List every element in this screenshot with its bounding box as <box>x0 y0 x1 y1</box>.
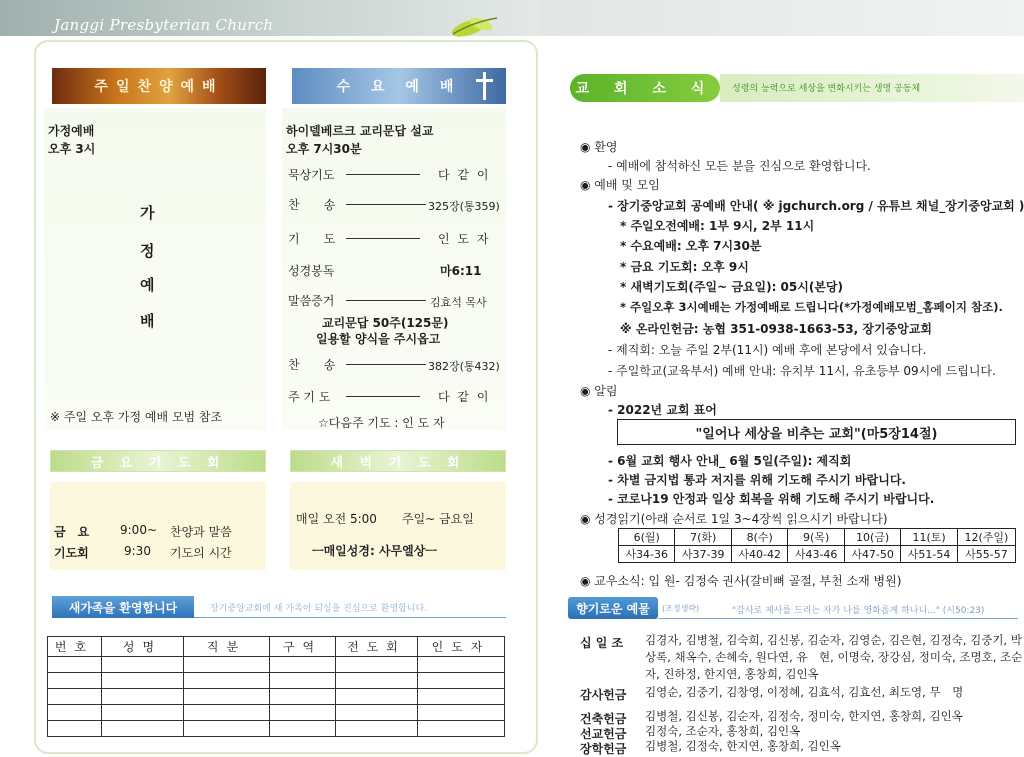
order-value-1: 다 같 이 <box>438 168 491 182</box>
table-row <box>48 705 505 721</box>
tithe-names: 김경자, 김병철, 김숙희, 김신봉, 김순자, 김영순, 김은현, 김정숙, 김중기, 박상록, 채옥수, 손혜숙, 원다연, 유 현, 이명숙, 장강심, 정미숙, 조명호, 조순자, 진하정, 한지연, 홍창희, 김인옥 <box>645 633 1023 681</box>
news-online-offering: ※ 온라인헌금: 농협 351-0938-1663-53, 장기중앙교회 <box>620 322 932 336</box>
leaf-icon <box>447 12 503 40</box>
table-row <box>48 689 505 705</box>
col-position: 직분 <box>184 637 270 657</box>
offering-header-sub: (조정생략) <box>662 604 700 613</box>
friday-desc1: 찬양과 말씀 <box>170 525 232 539</box>
friday-desc2: 기도의 시간 <box>170 546 232 560</box>
vertical-char-3: 예 <box>140 276 155 294</box>
order-value-4: 마6:11 <box>440 264 482 278</box>
news-welcome-heading: ◉ 환영 <box>580 140 618 154</box>
building-offering-names: 김병철, 김신봉, 김순자, 김정숙, 정미숙, 한지연, 홍창희, 김인옥 <box>645 709 963 723</box>
news-member-news: ◉ 교우소식: 입 원- 김정숙 권사(갈비뼈 골절, 부천 소재 병원) <box>580 574 902 588</box>
church-name: Janggi Presbyterian Church <box>54 16 274 34</box>
table-header-row <box>48 637 505 657</box>
news-welcome-text: - 예배에 참석하신 모든 분을 진심으로 환영합니다. <box>608 159 871 173</box>
order-value-5: 김효석 목사 <box>430 296 487 309</box>
table-row <box>48 673 505 689</box>
order-divider <box>346 174 420 175</box>
order-label-3: 기 도 <box>288 232 336 246</box>
worship-note: ※ 주일 오후 가정 예배 모범 참조 <box>50 410 223 424</box>
building-offering-label: 건축헌금 <box>580 712 627 726</box>
reading-passage: 사40-42 <box>731 546 787 563</box>
news-schedule-2: * 수요예배: 오후 7시30분 <box>620 239 762 253</box>
welcome-subtitle: 장기중앙교회에 새 가족이 되심을 진심으로 환영합니다. <box>210 604 428 614</box>
friday-label1: 금 요 <box>54 525 90 539</box>
friday-time2: 9:30 <box>124 544 151 558</box>
newcomer-table <box>47 636 505 737</box>
news-prayer-covid: - 코로나19 안정과 일상 회복을 위해 기도해 주시기 바랍니다. <box>608 492 935 506</box>
thanks-offering-label: 감사헌금 <box>580 688 627 702</box>
wednesday-line2: 오후 7시30분 <box>286 142 362 156</box>
news-schedule-1: * 주일오전예배: 1부 9시, 2부 11시 <box>620 219 815 233</box>
order-label-6: 찬 송 <box>288 358 336 372</box>
worship-line2: 오후 3시 <box>48 142 96 156</box>
order-label-1: 묵상기도 <box>288 168 335 182</box>
order-divider <box>346 300 426 301</box>
reading-passage: 사43-46 <box>788 546 844 563</box>
news-prayer-law: - 차별 금지법 통과 저지를 위해 기도해 주시기 바랍니다. <box>608 473 906 487</box>
order-value-6: 382장(통432) <box>428 360 500 373</box>
news-deacon-meeting: - 제직회: 오늘 주일 2부(11시) 예배 후에 본당에서 있습니다. <box>608 343 927 357</box>
col-name: 성명 <box>102 637 184 657</box>
offering-header: 향기로운 예물 <box>568 597 658 619</box>
col-district: 구역 <box>270 637 336 657</box>
reading-day: 6(월) <box>619 529 675 546</box>
news-bible-reading-heading: ◉ 성경읽기(아래 순서로 1일 3~4장씩 읽으시기 바랍니다) <box>580 512 888 526</box>
table-row <box>48 657 505 673</box>
vertical-char-4: 배 <box>140 312 155 330</box>
wednesday-worship-header: 수 요 예 배 <box>292 68 506 104</box>
reading-passage: 사55-57 <box>957 546 1015 563</box>
friday-prayer-header: 금 요 기 도 회 <box>50 450 266 472</box>
order-value-2: 325장(통359) <box>428 200 500 213</box>
top-header-band-right <box>540 0 1024 36</box>
offering-verse: "감사로 제사를 드리는 자가 나를 영화롭게 하나니..." (시50:23) <box>732 606 985 616</box>
thanks-offering-names: 김영순, 김중기, 김창영, 이정혜, 김효석, 김효선, 최도영, 무 명 <box>645 685 964 699</box>
next-prayer: ☆다음주 기도 : 인 도 자 <box>318 416 445 430</box>
news-online-worship: - 장기중앙교회 공예배 안내( ※ jgchurch.org / 유튜브 채널_장기중앙교회 ) <box>608 199 1024 213</box>
reading-passage: 사47-50 <box>844 546 900 563</box>
news-motto-label: - 2022년 교회 표어 <box>608 403 717 417</box>
order-label-5: 말씀증거 <box>288 294 335 308</box>
vertical-char-2: 정 <box>140 242 155 260</box>
reading-day: 9(목) <box>788 529 844 546</box>
bible-reading-days <box>619 529 1016 546</box>
church-news-subtitle: 성령의 능력으로 세상을 변화시키는 생명 공동체 <box>732 84 921 94</box>
scholarship-offering-names: 김병철, 김정숙, 한지연, 홍창희, 김인옥 <box>645 739 841 753</box>
dawn-days: 주일~ 금요일 <box>402 512 474 526</box>
order-label-2: 찬 송 <box>288 198 336 212</box>
reading-passage: 사34-36 <box>619 546 675 563</box>
reading-passage: 사37-39 <box>675 546 731 563</box>
order-divider <box>346 204 426 205</box>
reading-day: 7(화) <box>675 529 731 546</box>
reading-day: 12(주일) <box>957 529 1015 546</box>
news-june-event: - 6월 교회 행사 안내_ 6월 5일(주일): 제직회 <box>608 454 852 468</box>
order-label-7: 주 기 도 <box>288 390 331 404</box>
bible-reading-table <box>618 528 1016 563</box>
order-divider <box>346 238 420 239</box>
reading-day: 10(금) <box>844 529 900 546</box>
dawn-time: 매일 오전 5:00 <box>296 512 377 526</box>
news-worship-heading: ◉ 예배 및 모임 <box>580 178 660 192</box>
reading-day: 8(수) <box>731 529 787 546</box>
col-guide: 인도자 <box>418 637 505 657</box>
bible-reading-passages <box>619 546 1016 563</box>
tithe-label: 십 일 조 <box>580 636 624 650</box>
table-row <box>48 721 505 737</box>
order-value-7: 다 같 이 <box>438 390 491 404</box>
friday-label2: 기도회 <box>54 546 89 560</box>
col-mission: 전도회 <box>336 637 418 657</box>
welcome-header: 새가족을 환영합니다 <box>52 596 194 618</box>
vertical-char-1: 가 <box>140 204 155 222</box>
news-sunday-school: - 주일학교(교육부서) 예배 안내: 유치부 11시, 유초등부 09시에 드립니다. <box>608 364 996 378</box>
news-notice-heading: ◉ 알림 <box>580 384 618 398</box>
news-schedule-5: * 주일오후 3시예배는 가정예배로 드립니다(*가정예배모범_홈페이지 참조). <box>620 300 1003 314</box>
sunday-worship-header: 주일찬양예배 <box>52 68 266 104</box>
sermon-title-1: 교리문답 50주(125문) <box>322 316 449 330</box>
wednesday-line1: 하이델베르크 교리문답 설교 <box>286 124 434 138</box>
dawn-bible: ㅡ매일성경: 사무엘상ㅡ <box>312 544 437 558</box>
mission-offering-names: 김정숙, 조순자, 홍창희, 김인옥 <box>645 724 801 738</box>
friday-time1: 9:00~ <box>120 523 158 537</box>
offering-divider <box>658 618 1018 619</box>
mission-offering-label: 선교헌금 <box>580 727 627 741</box>
dawn-prayer-header: 새 벽 기 도 회 <box>290 450 506 472</box>
order-divider <box>346 364 426 365</box>
reading-day: 11(토) <box>901 529 957 546</box>
news-schedule-4: * 새벽기도회(주일~ 금요일): 05시(본당) <box>620 280 843 294</box>
order-value-3: 인 도 자 <box>438 232 491 246</box>
sermon-title-2: 일용할 양식을 주시옵고 <box>316 332 441 346</box>
order-divider <box>346 396 420 397</box>
col-number: 번호 <box>48 637 102 657</box>
news-schedule-3: * 금요 기도회: 오후 9시 <box>620 260 749 274</box>
welcome-divider <box>194 617 506 618</box>
church-news-header: 교 회 소 식 <box>570 74 720 102</box>
cross-icon <box>470 70 500 102</box>
worship-line1: 가정예배 <box>48 124 95 138</box>
church-motto: "일어나 세상을 비추는 교회"(마5장14절) <box>617 419 1016 445</box>
scholarship-offering-label: 장학헌금 <box>580 742 627 756</box>
order-label-4: 성경봉독 <box>288 264 335 278</box>
reading-passage: 사51-54 <box>901 546 957 563</box>
